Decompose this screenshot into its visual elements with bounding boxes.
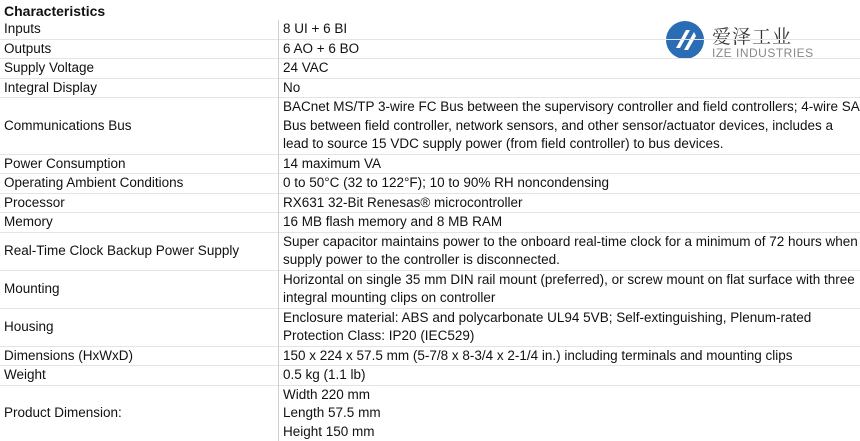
spec-value: 0 to 50°C (32 to 122°F); 10 to 90% RH noncondensing [279,174,860,194]
characteristics-table [0,20,860,441]
spec-label: Inputs [0,20,279,39]
spec-value: 24 VAC [279,59,860,79]
spec-value: Enclosure material: ABS and polycarbonate UL94 5VB; Self-extinguishing, Plenum-rated Protection Class: IP20 (IEC529) [279,308,860,346]
spec-label: Outputs [0,39,279,59]
spec-label: Dimensions (HxWxD) [0,346,279,366]
logo-chinese-text: 爱泽工业 [712,22,792,49]
table-row [0,346,860,366]
spec-label: Housing [0,308,279,346]
table-row [0,174,860,194]
table-row [0,20,860,39]
spec-value: No [279,78,860,98]
table-row [0,193,860,213]
table-row [0,213,860,233]
spec-value: 150 x 224 x 57.5 mm (5-7/8 x 8-3/4 x 2-1/4 in.) including terminals and mounting clips [279,346,860,366]
spec-label: Communications Bus [0,98,279,155]
spec-label: Integral Display [0,78,279,98]
spec-value: 0.5 kg (1.1 lb) [279,366,860,386]
spec-value: Super capacitor maintains power to the onboard real-time clock for a minimum of 72 hours when supply power to the controller is disconnected. [279,232,860,270]
spec-label: Mounting [0,270,279,308]
table-row [0,366,860,386]
spec-label: Operating Ambient Conditions [0,174,279,194]
spec-label: Power Consumption [0,154,279,174]
section-title: Characteristics [4,2,105,20]
table-row [0,385,860,404]
spec-label: Weight [0,366,279,386]
spec-label: Product Dimension: [0,385,279,441]
spec-label: Processor [0,193,279,213]
spec-value: 16 MB flash memory and 8 MB RAM [279,213,860,233]
spec-label: Supply Voltage [0,59,279,79]
spec-value: Length 57.5 mm [279,404,860,423]
table-row [0,308,860,346]
spec-value: 8 UI + 6 BI [279,20,860,39]
table-row [0,39,860,59]
spec-value: 6 AO + 6 BO [279,39,860,59]
table-row [0,59,860,79]
spec-value: RX631 32-Bit Renesas® microcontroller [279,193,860,213]
table-row [0,78,860,98]
spec-value: Horizontal on single 35 mm DIN rail mount (preferred), or screw mount on flat surface with three integral mounting clips on controller [279,270,860,308]
spec-label: Real-Time Clock Backup Power Supply [0,232,279,270]
table-row [0,270,860,308]
table-row [0,98,860,155]
spec-value: Width 220 mm [279,385,860,404]
table-row [0,154,860,174]
spec-value: Height 150 mm [279,423,860,441]
spec-label: Memory [0,213,279,233]
table-row [0,232,860,270]
spec-value: 14 maximum VA [279,154,860,174]
logo-english-text: IZE INDUSTRIES [712,46,814,60]
spec-value: BACnet MS/TP 3-wire FC Bus between the supervisory controller and field controllers; 4-wire SA Bus between field controller, network sensors, and other sensor/actuator devices, includes a lead to source 15 VDC supply power (from field controller) to bus devices. [279,98,860,155]
